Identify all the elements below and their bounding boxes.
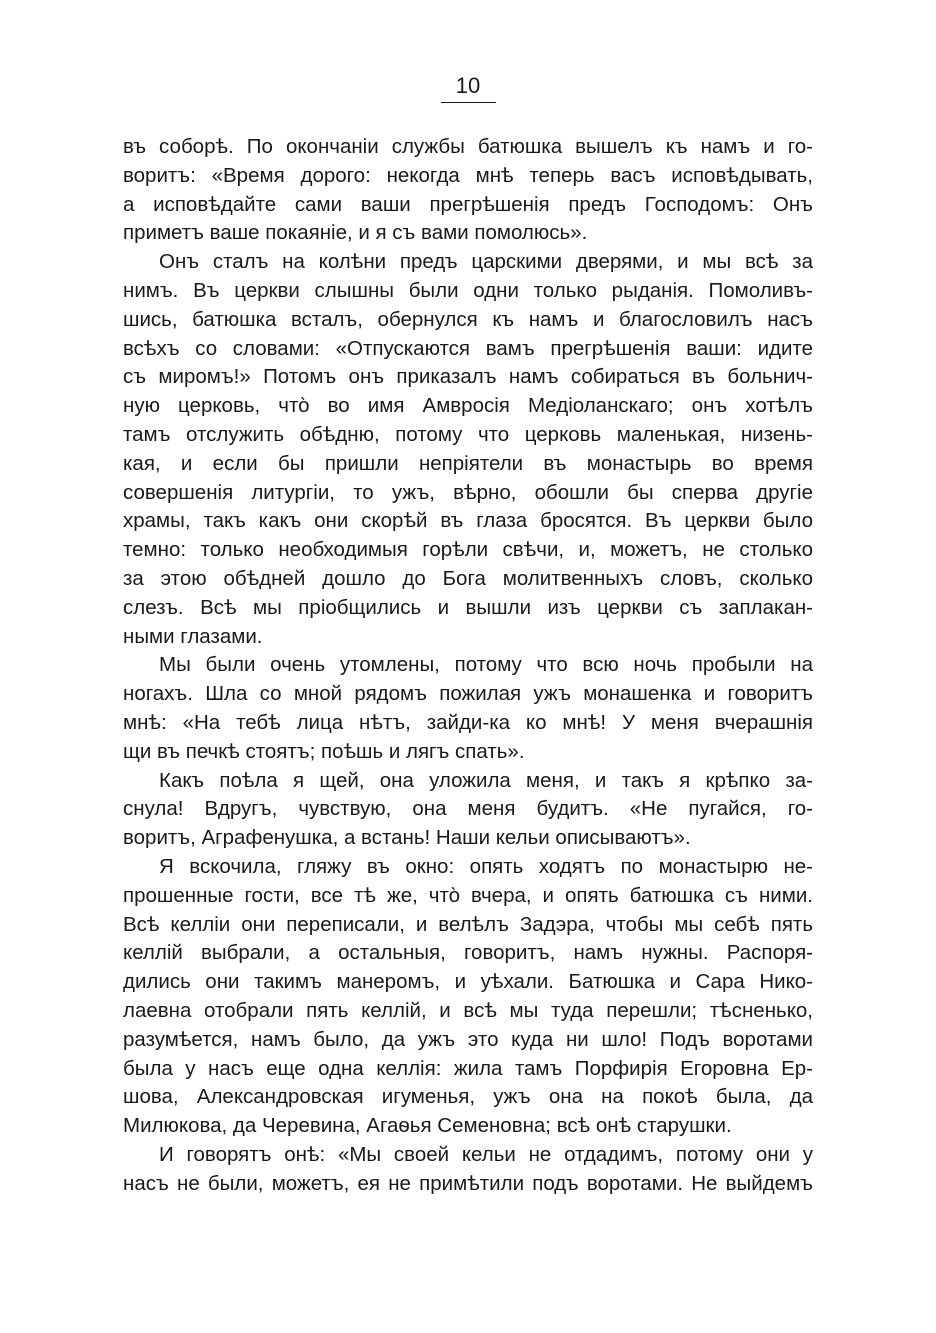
text-line: Всѣ келліи они переписали, и велѣлъ Задэра, чтобы мы себѣ пять: [123, 912, 813, 936]
text-line: за этою обѣдней дошло до Бога молитвенныхъ словъ, сколько: [123, 566, 813, 590]
text-line: ную церковь, что̀ во имя Амвросія Медіоланскаго; онъ хотѣлъ: [123, 394, 813, 418]
text-line: Какъ поѣла я щей, она уложила меня, и такъ я крѣпко за-: [159, 768, 813, 792]
page-number: 10: [455, 73, 481, 98]
paragraph: [123, 853, 813, 1141]
text-line: Я вскочила, гляжу въ окно: опять ходятъ по монастырю не-: [159, 854, 813, 878]
paragraph: [123, 651, 813, 766]
text-line: воритъ, Аграфенушка, а встань! Наши кельи описываютъ».: [123, 826, 691, 850]
text-line: И говорятъ онѣ: «Мы своей кельи не отдадимъ, потому они у: [159, 1142, 813, 1166]
text-line: шова, Александровская игуменья, ужъ она на покоѣ была, да: [123, 1085, 813, 1109]
paragraph: [123, 133, 813, 248]
text-line: Милюкова, да Черевина, Агаѳья Семеновна; всѣ онѣ старушки.: [123, 1114, 732, 1138]
text-line: Онъ сталъ на колѣни предъ царскими дверями, и мы всѣ за: [159, 250, 813, 274]
text-line: прошенные гости, все тѣ же, что̀ вчера, и опять батюшка съ ними.: [123, 883, 813, 907]
paragraph: [123, 767, 813, 853]
text-line: кая, и если бы пришли непріятели въ монастырь во время: [123, 451, 813, 475]
paragraph: [123, 248, 813, 651]
text-line: воритъ: «Время дорого: некогда мнѣ теперь васъ исповѣдывать,: [123, 163, 813, 187]
text-line: насъ не были, можетъ, ея не примѣтили подъ воротами. Не выйдемъ: [123, 1171, 813, 1195]
text-line: темно: только необходимыя горѣли свѣчи, и, можетъ, не столько: [123, 538, 813, 562]
text-line: разумѣется, намъ было, да ужъ это куда ни шло! Подъ воротами: [123, 1027, 813, 1051]
text-line: съ миромъ!» Потомъ онъ приказалъ намъ собираться въ больнич-: [123, 365, 813, 389]
text-line: Мы были очень утомлены, потому что всю ночь пробыли на: [159, 653, 813, 677]
text-line: храмы, такъ какъ они скорѣй въ глаза бросятся. Въ церкви было: [123, 509, 813, 533]
text-line: снула! Вдругъ, чувствую, она меня будитъ. «Не пугайся, го-: [123, 797, 813, 821]
text-line: мнѣ: «На тебѣ лица нѣтъ, зайди-ка ко мнѣ! У меня вчерашнія: [123, 710, 813, 734]
text-line: ными глазами.: [123, 624, 263, 648]
text-line: въ соборѣ. По окончаніи службы батюшка вышелъ къ намъ и го-: [123, 135, 813, 158]
text-line: шись, батюшка всталъ, обернулся къ намъ и благословилъ насъ: [123, 307, 813, 331]
text-line: приметъ ваше покаяніе, и я съ вами помолюсь».: [123, 221, 588, 245]
page-number-rule: [441, 102, 496, 103]
text-line: щи въ печкѣ стоятъ; поѣшь и лягъ спать».: [123, 739, 525, 763]
text-line: ногахъ. Шла со мной рядомъ пожилая ужъ монашенка и говоритъ: [123, 682, 813, 706]
text-line: всѣхъ со словами: «Отпускаются вамъ прегрѣшенія ваши: идите: [123, 336, 813, 360]
text-line: слезъ. Всѣ мы пріобщились и вышли изъ церкви съ заплакан-: [123, 595, 813, 619]
body-text: [123, 133, 813, 1198]
text-line: лаевна отобрали пять келлій, и всѣ мы туда перешли; тѣсненько,: [123, 998, 813, 1022]
paragraph: [123, 1141, 813, 1199]
text-line: была у насъ еще одна келлія: жила тамъ Порфирія Егоровна Ер-: [123, 1056, 813, 1080]
text-line: келлій выбрали, а остальныя, говоритъ, намъ нужны. Распоря-: [123, 941, 813, 965]
text-line: нимъ. Въ церкви слышны были одни только рыданія. Помоливъ-: [123, 278, 813, 302]
text-line: дились они такимъ манеромъ, и уѣхали. Батюшка и Сара Нико-: [123, 970, 813, 994]
text-line: тамъ отслужить обѣдню, потому что церковь маленькая, низень-: [123, 422, 813, 446]
text-line: совершенія литургіи, то ужъ, вѣрно, обошли бы сперва другіе: [123, 480, 813, 504]
text-line: а исповѣдайте сами ваши прегрѣшенія предъ Господомъ: Онъ: [123, 192, 813, 216]
